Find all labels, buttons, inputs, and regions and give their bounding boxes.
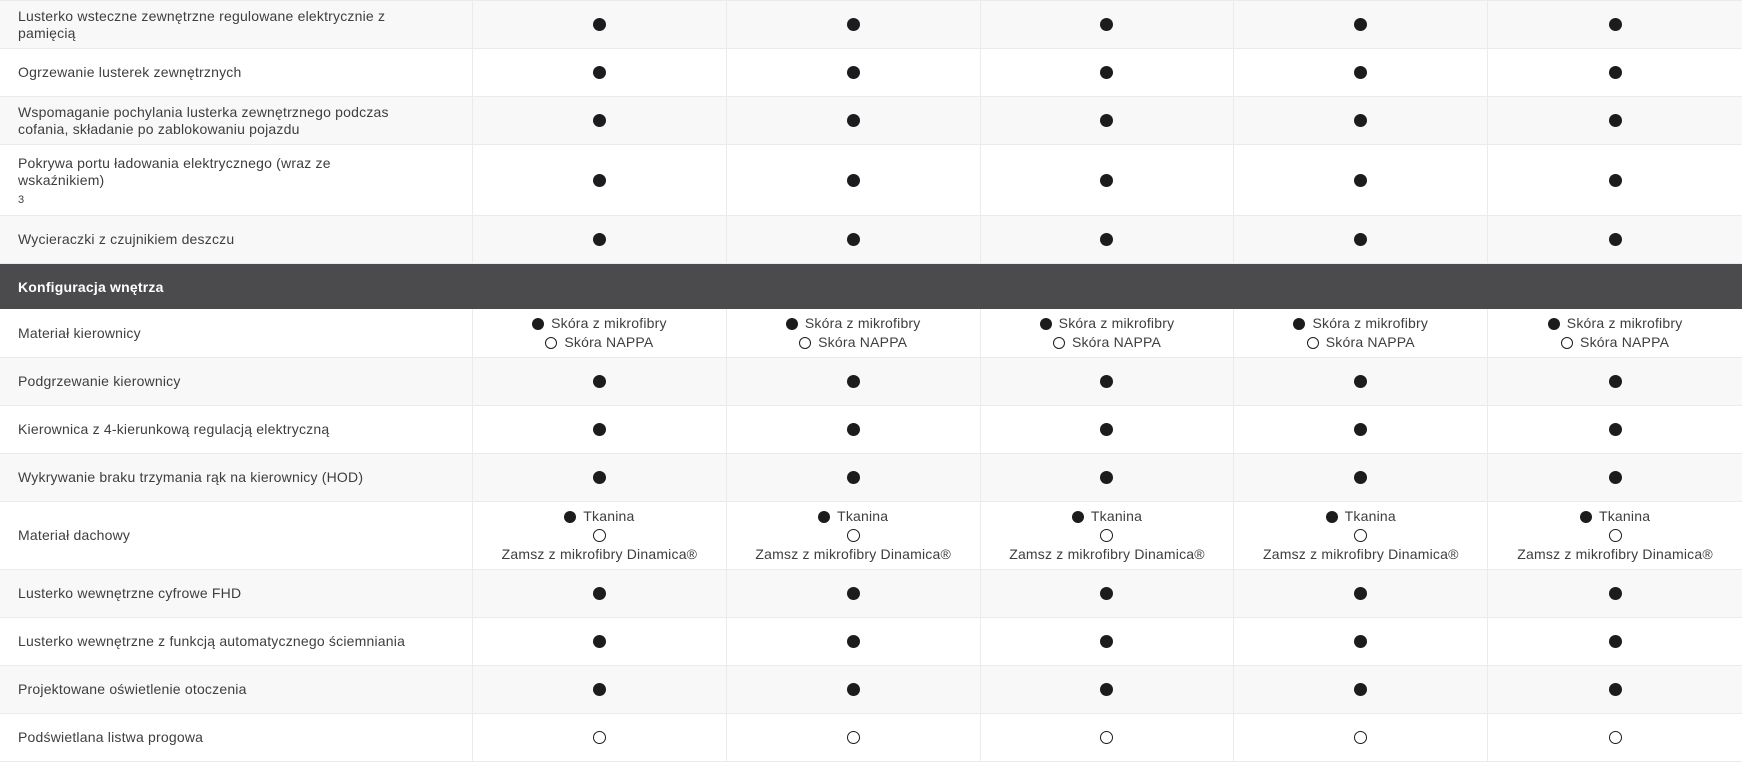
material-option-label-line [755, 546, 951, 563]
feature-value-cell [727, 502, 981, 569]
option-label: Zamsz z mikrofibry Dinamica® [1262, 546, 1459, 562]
feature-label-cell [0, 145, 473, 215]
material-option[interactable] [1580, 508, 1650, 525]
feature-label: Kierownica z 4-kierunkową regulacją elektryczną [18, 421, 330, 437]
feature-value-cell [727, 309, 981, 357]
filled-dot-icon [847, 233, 860, 246]
option-label: Skóra NAPPA [1580, 334, 1670, 350]
option-label: Zamsz z mikrofibry Dinamica® [1517, 546, 1713, 562]
feature-value-cell [1234, 358, 1488, 405]
table-row [0, 714, 1742, 762]
material-option[interactable] [786, 315, 921, 332]
radio-unselected-icon [799, 337, 811, 349]
radio-selected-icon [818, 511, 830, 523]
material-option-label-line [502, 546, 698, 563]
feature-label-cell [0, 714, 473, 761]
feature-value-cell [727, 454, 981, 501]
feature-value-cell [981, 1, 1235, 48]
feature-value-cell [727, 570, 981, 617]
feature-value-cell [473, 406, 727, 453]
table-row [0, 145, 1742, 216]
feature-value-cell [473, 145, 727, 215]
material-option[interactable] [1609, 527, 1622, 544]
feature-value-cell [1234, 97, 1488, 144]
radio-unselected-icon [1053, 337, 1065, 349]
radio-selected-icon [1326, 511, 1338, 523]
option-label: Tkanina [1344, 508, 1396, 524]
table-row [0, 97, 1742, 145]
feature-value-cell [1488, 97, 1742, 144]
radio-selected-icon [1040, 318, 1052, 330]
feature-label-cell [0, 97, 473, 144]
material-option[interactable] [545, 334, 653, 351]
feature-label: Projektowane oświetlenie otoczenia [18, 681, 247, 697]
radio-selected-icon [564, 511, 576, 523]
option-label: Skóra z mikrofibry [804, 315, 921, 331]
feature-value-cell [981, 618, 1235, 665]
radio-selected-icon [786, 318, 798, 330]
material-option[interactable] [564, 508, 634, 525]
table-row [0, 309, 1742, 358]
filled-dot-icon [1609, 587, 1622, 600]
filled-dot-icon [1609, 375, 1622, 388]
radio-unselected-icon [847, 529, 860, 542]
feature-value-cell [981, 216, 1235, 263]
material-option[interactable] [1326, 508, 1396, 525]
material-option-label-line [1263, 546, 1459, 563]
filled-dot-icon [1100, 66, 1113, 79]
filled-dot-icon [1609, 114, 1622, 127]
feature-value-cell [473, 570, 727, 617]
feature-value-cell [1488, 454, 1742, 501]
feature-value-cell [1488, 570, 1742, 617]
empty-circle-icon [1354, 731, 1367, 744]
filled-dot-icon [847, 471, 860, 484]
feature-value-cell [981, 570, 1235, 617]
material-option[interactable] [1072, 508, 1142, 525]
feature-label: Materiał kierownicy [18, 324, 141, 341]
feature-value-cell [1488, 49, 1742, 96]
feature-label-cell [0, 570, 473, 617]
feature-value-cell [727, 145, 981, 215]
material-option[interactable] [1307, 334, 1415, 351]
table-row [0, 406, 1742, 454]
feature-value-cell [1488, 618, 1742, 665]
filled-dot-icon [1354, 423, 1367, 436]
filled-dot-icon [1354, 114, 1367, 127]
empty-circle-icon [1609, 731, 1622, 744]
feature-value-cell [473, 618, 727, 665]
material-option[interactable] [818, 508, 888, 525]
filled-dot-icon [1354, 471, 1367, 484]
option-label: Tkanina [837, 508, 889, 524]
material-option[interactable] [1040, 315, 1175, 332]
feature-value-cell [981, 406, 1235, 453]
empty-circle-icon [847, 731, 860, 744]
radio-unselected-icon [545, 337, 557, 349]
filled-dot-icon [593, 635, 606, 648]
material-option[interactable] [1100, 527, 1113, 544]
feature-value-cell [473, 1, 727, 48]
feature-value-cell [1488, 406, 1742, 453]
material-option[interactable] [847, 527, 860, 544]
table-row [0, 618, 1742, 666]
option-label: Skóra z mikrofibry [551, 315, 667, 331]
feature-label-cell [0, 216, 473, 263]
feature-value-cell [727, 714, 981, 761]
radio-unselected-icon [1307, 337, 1319, 349]
feature-value-cell [727, 97, 981, 144]
filled-dot-icon [1100, 471, 1113, 484]
feature-label-cell [0, 618, 473, 665]
radio-selected-icon [1548, 318, 1560, 330]
radio-unselected-icon [593, 529, 606, 542]
filled-dot-icon [1354, 18, 1367, 31]
feature-value-cell [727, 49, 981, 96]
feature-value-cell [473, 49, 727, 96]
feature-value-cell [981, 309, 1235, 357]
feature-value-cell [473, 714, 727, 761]
option-label: Zamsz z mikrofibry Dinamica® [755, 546, 951, 562]
feature-value-cell [1234, 406, 1488, 453]
option-label: Zamsz z mikrofibry Dinamica® [1009, 546, 1205, 562]
filled-dot-icon [1609, 174, 1622, 187]
radio-selected-icon [1293, 318, 1305, 330]
table-row [0, 666, 1742, 714]
feature-value-cell [727, 358, 981, 405]
material-option-label-line [1517, 546, 1713, 563]
filled-dot-icon [1609, 471, 1622, 484]
feature-label-cell [0, 502, 473, 569]
feature-label: Wycieraczki z czujnikiem deszczu [18, 231, 235, 247]
material-option[interactable] [799, 334, 907, 351]
filled-dot-icon [593, 18, 606, 31]
filled-dot-icon [1100, 18, 1113, 31]
filled-dot-icon [1354, 587, 1367, 600]
filled-dot-icon [1354, 233, 1367, 246]
feature-label-cell [0, 358, 473, 405]
filled-dot-icon [1354, 683, 1367, 696]
option-label: Skóra NAPPA [1325, 334, 1415, 350]
filled-dot-icon [1100, 233, 1113, 246]
feature-label: Lusterko wsteczne zewnętrzne regulowane elektrycznie z pamięcią [18, 7, 386, 41]
option-label: Skóra NAPPA [1071, 334, 1162, 350]
feature-value-cell [981, 714, 1235, 761]
feature-value-cell [981, 97, 1235, 144]
feature-label: Pokrywa portu ładowania elektrycznego (wraz ze wskaźnikiem) [18, 154, 331, 188]
material-option-label-line [1009, 546, 1205, 563]
filled-dot-icon [847, 114, 860, 127]
feature-value-cell [1234, 454, 1488, 501]
material-option[interactable] [1354, 527, 1367, 544]
feature-value-cell [1234, 1, 1488, 48]
feature-value-cell [1488, 145, 1742, 215]
material-option[interactable] [1561, 334, 1669, 351]
feature-value-cell [981, 358, 1235, 405]
filled-dot-icon [1100, 114, 1113, 127]
filled-dot-icon [847, 587, 860, 600]
filled-dot-icon [1100, 375, 1113, 388]
option-label: Zamsz z mikrofibry Dinamica® [501, 546, 698, 562]
feature-value-cell [1234, 714, 1488, 761]
filled-dot-icon [1609, 233, 1622, 246]
filled-dot-icon [593, 375, 606, 388]
table-row [0, 454, 1742, 502]
feature-value-cell [473, 309, 727, 357]
filled-dot-icon [847, 18, 860, 31]
filled-dot-icon [847, 683, 860, 696]
option-label: Skóra z mikrofibry [1058, 315, 1175, 331]
feature-value-cell [1234, 570, 1488, 617]
table-row [0, 216, 1742, 264]
filled-dot-icon [1100, 683, 1113, 696]
filled-dot-icon [847, 375, 860, 388]
filled-dot-icon [1354, 375, 1367, 388]
filled-dot-icon [1100, 174, 1113, 187]
feature-label-cell [0, 309, 473, 357]
feature-value-cell [981, 502, 1235, 569]
radio-selected-icon [1580, 511, 1592, 523]
material-option[interactable] [532, 315, 667, 332]
option-label: Tkanina [583, 508, 635, 524]
filled-dot-icon [1354, 635, 1367, 648]
filled-dot-icon [593, 587, 606, 600]
filled-dot-icon [847, 423, 860, 436]
feature-value-cell [1488, 666, 1742, 713]
filled-dot-icon [593, 683, 606, 696]
feature-value-cell [981, 49, 1235, 96]
feature-value-cell [1234, 216, 1488, 263]
filled-dot-icon [593, 114, 606, 127]
feature-value-cell [1234, 666, 1488, 713]
feature-value-cell [727, 216, 981, 263]
feature-value-cell [473, 454, 727, 501]
feature-value-cell [1488, 358, 1742, 405]
radio-unselected-icon [1354, 529, 1367, 542]
feature-value-cell [727, 406, 981, 453]
feature-label: Wspomaganie pochylania lusterka zewnętrznego podczas cofania, składanie po zablokowaniu pojazdu [18, 103, 389, 137]
feature-value-cell [473, 502, 727, 569]
filled-dot-icon [847, 66, 860, 79]
material-option[interactable] [1053, 334, 1161, 351]
filled-dot-icon [1354, 66, 1367, 79]
feature-value-cell [1488, 1, 1742, 48]
filled-dot-icon [1609, 66, 1622, 79]
filled-dot-icon [1100, 635, 1113, 648]
filled-dot-icon [1609, 423, 1622, 436]
feature-value-cell [1488, 502, 1742, 569]
empty-circle-icon [593, 731, 606, 744]
feature-label: Ogrzewanie lusterek zewnętrznych [18, 64, 242, 80]
feature-value-cell [473, 666, 727, 713]
filled-dot-icon [593, 66, 606, 79]
feature-footnote: 3 [18, 193, 25, 206]
feature-label-cell [0, 1, 473, 48]
feature-label-cell [0, 49, 473, 96]
feature-label: Podgrzewanie kierownicy [18, 373, 181, 389]
option-label: Skóra NAPPA [564, 334, 654, 350]
filled-dot-icon [1100, 587, 1113, 600]
feature-value-cell [1488, 714, 1742, 761]
feature-label: Lusterko wewnętrzne z funkcją automatycznego ściemniania [18, 633, 406, 649]
section-header: Konfiguracja wnętrza [0, 264, 1742, 309]
radio-selected-icon [1072, 511, 1084, 523]
feature-value-cell [1234, 618, 1488, 665]
filled-dot-icon [593, 233, 606, 246]
table-row [0, 570, 1742, 618]
feature-label-cell [0, 406, 473, 453]
filled-dot-icon [1100, 423, 1113, 436]
feature-label-cell [0, 454, 473, 501]
radio-unselected-icon [1561, 337, 1573, 349]
filled-dot-icon [593, 471, 606, 484]
feature-label-cell [0, 666, 473, 713]
option-label: Tkanina [1598, 508, 1651, 524]
radio-unselected-icon [1609, 529, 1622, 542]
feature-label: Lusterko wewnętrzne cyfrowe FHD [18, 585, 242, 601]
filled-dot-icon [847, 635, 860, 648]
filled-dot-icon [593, 174, 606, 187]
filled-dot-icon [847, 174, 860, 187]
feature-value-cell [473, 216, 727, 263]
feature-value-cell [727, 618, 981, 665]
material-option[interactable] [593, 527, 606, 544]
feature-value-cell [473, 358, 727, 405]
material-option[interactable] [1293, 315, 1428, 332]
feature-value-cell [1488, 216, 1742, 263]
feature-value-cell [1234, 145, 1488, 215]
table-row [0, 1, 1742, 49]
feature-value-cell [1234, 309, 1488, 357]
radio-unselected-icon [1100, 529, 1113, 542]
option-label: Skóra z mikrofibry [1566, 315, 1683, 331]
filled-dot-icon [1609, 635, 1622, 648]
filled-dot-icon [1609, 683, 1622, 696]
option-label: Skóra z mikrofibry [1312, 315, 1429, 331]
radio-selected-icon [532, 318, 544, 330]
feature-label: Podświetlana listwa progowa [18, 729, 204, 745]
feature-value-cell [727, 666, 981, 713]
material-option[interactable] [1548, 315, 1683, 332]
table-row [0, 502, 1742, 570]
table-row [0, 358, 1742, 406]
feature-value-cell [981, 666, 1235, 713]
feature-value-cell [981, 145, 1235, 215]
empty-circle-icon [1100, 731, 1113, 744]
table-row [0, 49, 1742, 97]
feature-value-cell [1488, 309, 1742, 357]
filled-dot-icon [593, 423, 606, 436]
filled-dot-icon [1609, 18, 1622, 31]
feature-value-cell [473, 97, 727, 144]
option-label: Tkanina [1090, 508, 1143, 524]
feature-label: Wykrywanie braku trzymania rąk na kierownicy (HOD) [18, 469, 364, 485]
feature-value-cell [1234, 49, 1488, 96]
feature-value-cell [981, 454, 1235, 501]
feature-label: Materiał dachowy [18, 527, 131, 543]
feature-value-cell [1234, 502, 1488, 569]
option-label: Skóra NAPPA [818, 334, 908, 350]
feature-value-cell [727, 1, 981, 48]
filled-dot-icon [1354, 174, 1367, 187]
